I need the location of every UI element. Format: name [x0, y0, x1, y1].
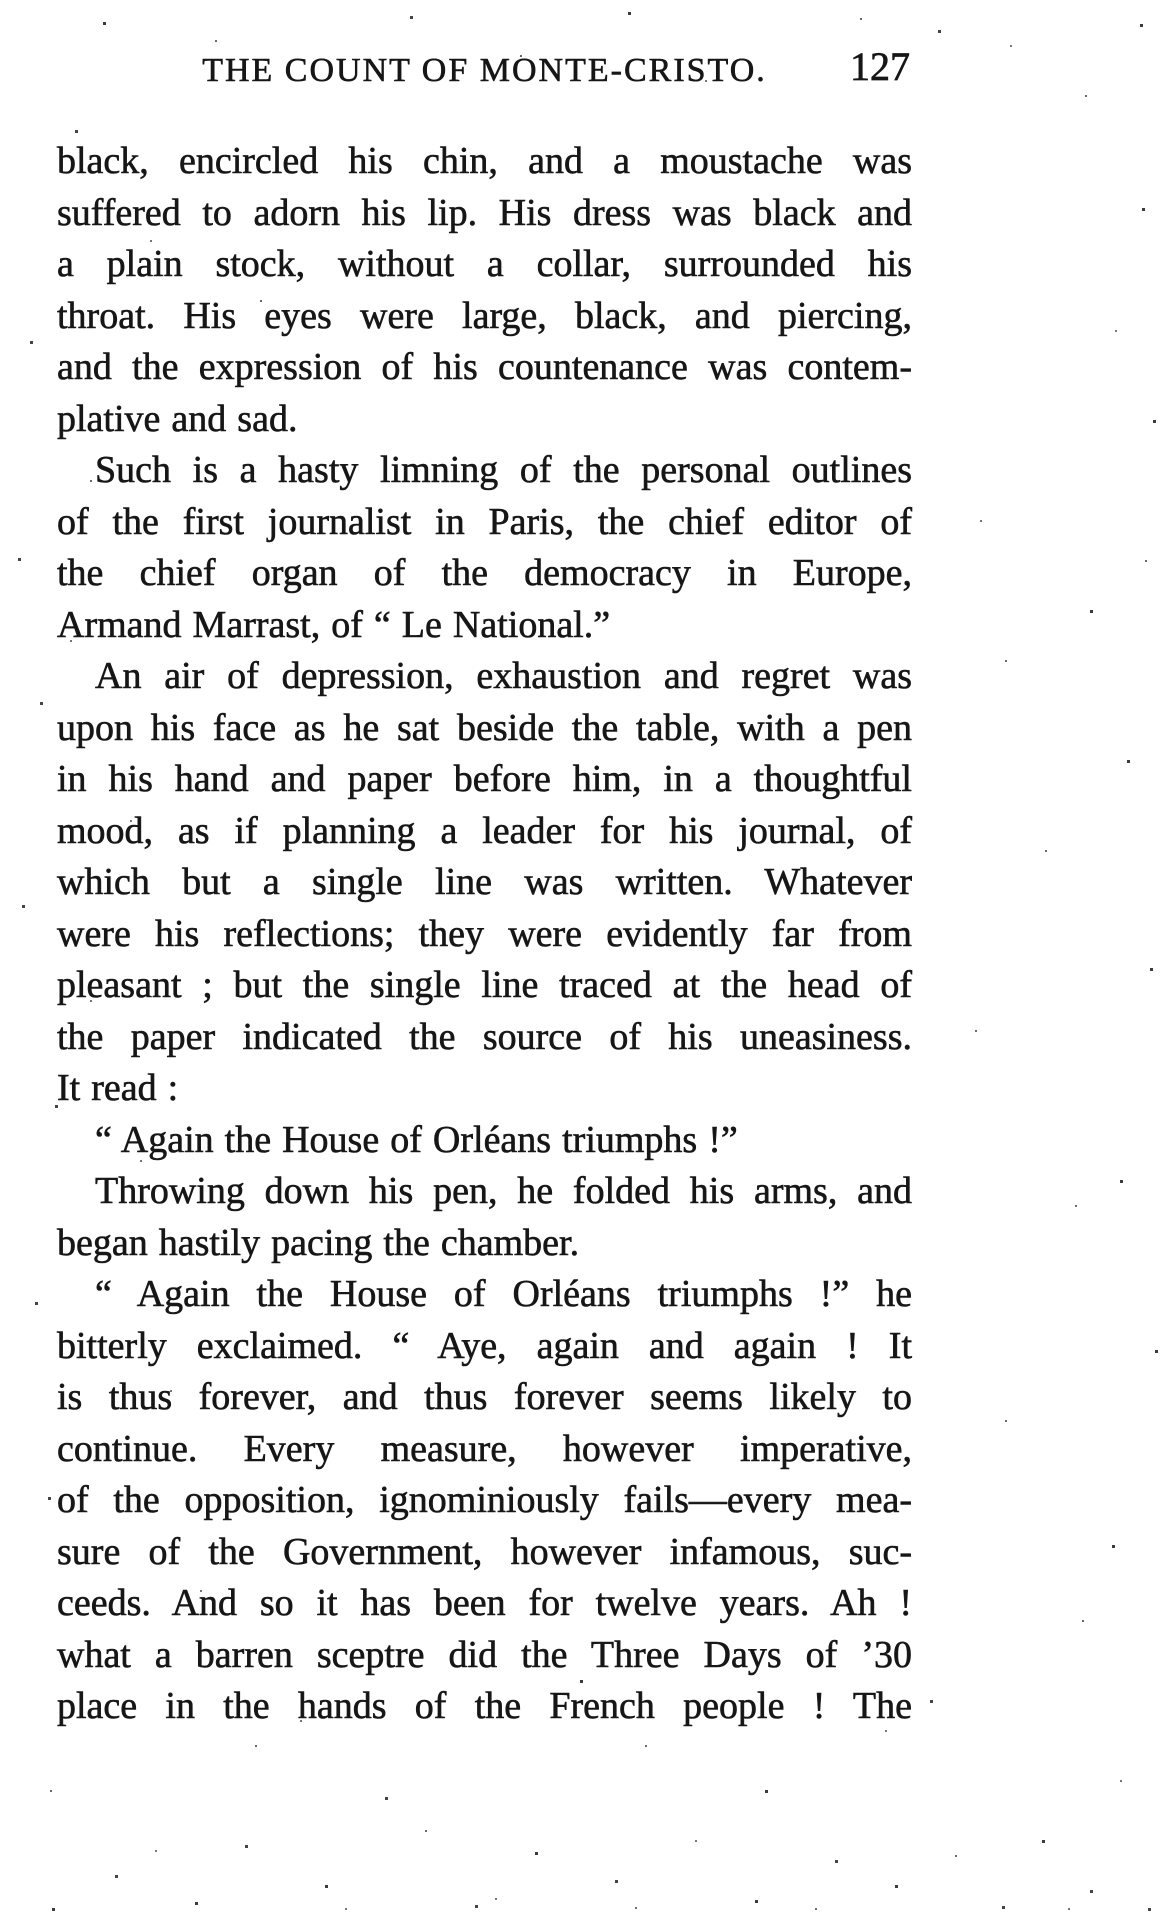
- text-line: in his hand and paper before him, in a thoughtful: [57, 758, 912, 800]
- text-line: bitterly exclaimed. “ Aye, again and again ! It: [57, 1324, 912, 1367]
- text-line: “ Again the House of Orléans triumphs !” he: [95, 1273, 912, 1315]
- text-line: pleasant ; but the single line traced at the head of: [57, 964, 912, 1006]
- text-line: place in the hands of the French people ! The: [57, 1685, 912, 1727]
- text-line: of the opposition, ignominiously fails—every mea-: [57, 1479, 912, 1521]
- text-line: a plain stock, without a collar, surrounded his: [57, 243, 912, 285]
- text-line: Armand Marrast, of “ Le National.”: [57, 603, 611, 646]
- text-line: black, encircled his chin, and a moustache was: [57, 140, 912, 182]
- text-line: what a barren sceptre did the Three Days of ’30: [57, 1633, 912, 1676]
- page-header: [57, 46, 912, 92]
- body-text: [57, 136, 912, 1733]
- text-line: suffered to adorn his lip. His dress was black and: [57, 191, 912, 234]
- text-line: continue. Every measure, however imperative,: [57, 1427, 912, 1470]
- text-line: which but a single line was written. Whatever: [57, 861, 912, 903]
- text-line: is thus forever, and thus forever seems likely to: [57, 1376, 912, 1418]
- text-line: sure of the Government, however infamous, suc-: [57, 1530, 912, 1573]
- text-line: mood, as if planning a leader for his journal, of: [57, 809, 912, 852]
- text-line: of the first journalist in Paris, the chief editor of: [57, 500, 912, 543]
- text-line: the paper indicated the source of his uneasiness.: [57, 1015, 912, 1058]
- text-line: began hastily pacing the chamber.: [57, 1221, 580, 1264]
- running-title: THE COUNT OF MONTE-CRISTO.: [202, 52, 767, 89]
- text-line: throat. His eyes were large, black, and piercing,: [57, 294, 912, 337]
- text-line: “ Again the House of Orléans triumphs !”: [95, 1118, 738, 1161]
- text-line: Such is a hasty limning of the personal outlines: [95, 449, 912, 491]
- text-line: upon his face as he sat beside the table, with a pen: [57, 706, 912, 749]
- text-line: An air of depression, exhaustion and regret was: [95, 655, 912, 697]
- text-line: and the expression of his countenance was contem-: [57, 346, 912, 388]
- text-line: plative and sad.: [57, 397, 298, 440]
- page-number: 127: [850, 44, 910, 89]
- text-line: the chief organ of the democracy in Europe,: [57, 552, 912, 594]
- text-line: ceeds. And so it has been for twelve years. Ah !: [57, 1582, 912, 1624]
- text-line: It read :: [57, 1067, 179, 1109]
- text-line: were his reflections; they were evidently far from: [57, 912, 912, 955]
- text-line: Throwing down his pen, he folded his arms, and: [95, 1170, 912, 1212]
